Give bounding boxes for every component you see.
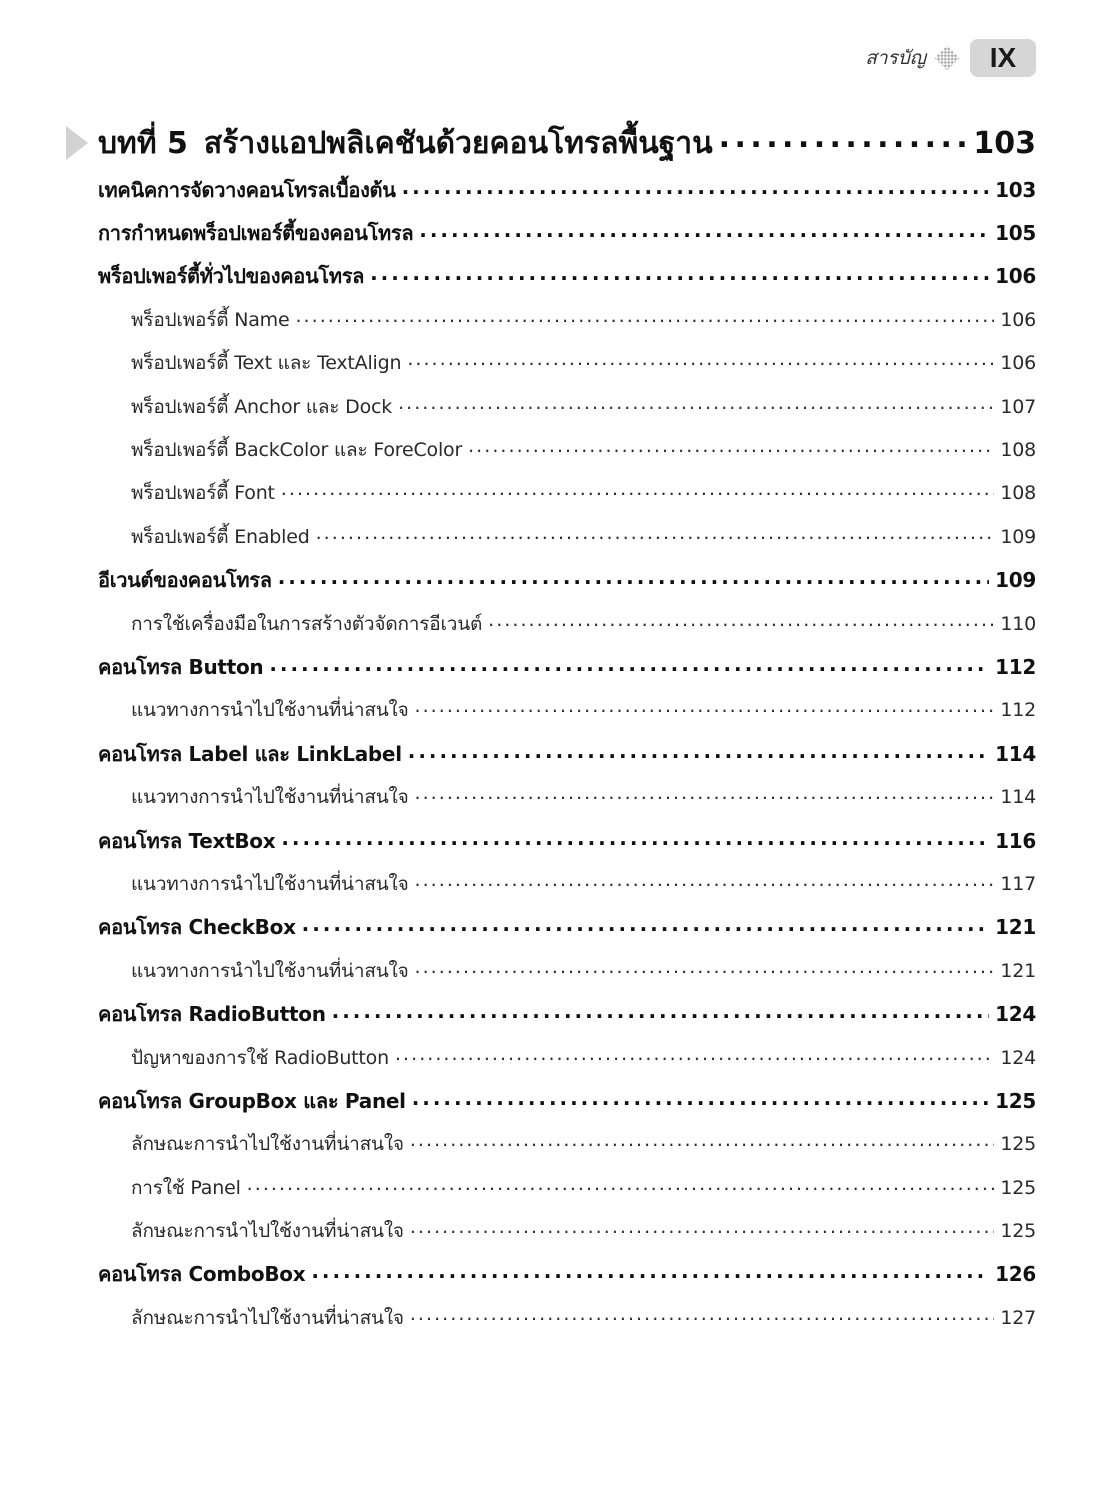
toc-entry-line xyxy=(98,651,1036,683)
toc-section-entry xyxy=(98,906,1036,949)
toc-entry-title: พร็อปเพอร์ตี้ Text และ TextAlign xyxy=(131,352,402,375)
toc-entry-line xyxy=(98,478,1036,508)
toc-entry-line xyxy=(98,305,1036,335)
toc-entry-line xyxy=(98,1043,1036,1073)
toc-entry-title: พร็อปเพอร์ตี้ BackColor และ ForeColor xyxy=(131,439,463,462)
dot-leader xyxy=(316,524,995,543)
toc-entry-title: คอนโทรล Label และ LinkLabel xyxy=(98,741,402,766)
toc-entry-title: คอนโทรล ComboBox xyxy=(98,1262,306,1287)
toc-section-entry xyxy=(98,645,1036,688)
toc-subsection-entry xyxy=(98,862,1036,905)
dot-leader xyxy=(247,1175,995,1194)
toc-entry-title: ลักษณะการนำไปใช้งานที่น่าสนใจ xyxy=(131,1133,404,1156)
toc-entry-title: พร็อปเพอร์ตี้ Name xyxy=(131,308,290,331)
toc-entry-page-number: 106 xyxy=(1000,352,1036,375)
toc-subsection-entry xyxy=(98,1209,1036,1252)
checker-ornament-icon xyxy=(935,46,960,71)
toc-entry-page-number: 112 xyxy=(1000,699,1036,722)
toc-section-entry xyxy=(98,732,1036,775)
toc-entry-page-number: 106 xyxy=(995,264,1036,289)
toc-entry-page-number: 124 xyxy=(995,1002,1036,1027)
toc-entry-page-number: 125 xyxy=(1000,1220,1036,1243)
toc-entry-title: พร็อปเพอร์ตี้ Anchor และ Dock xyxy=(131,395,393,418)
dot-leader xyxy=(311,1261,989,1281)
toc-entry-page-number: 107 xyxy=(1000,395,1036,418)
toc-entry-line xyxy=(98,609,1036,639)
toc-entry-line xyxy=(98,564,1036,596)
toc-entry-page-number: 103 xyxy=(995,177,1036,202)
toc-entry-title: คอนโทรล CheckBox xyxy=(98,915,296,940)
toc-entry-page-number: 121 xyxy=(995,915,1036,940)
toc-entry-line xyxy=(98,348,1036,378)
toc-entry-page-number: 106 xyxy=(1000,308,1036,331)
toc-entry-page-number: 117 xyxy=(1000,872,1036,895)
dot-leader xyxy=(468,437,994,456)
toc-entry-title: คอนโทรล GroupBox และ Panel xyxy=(98,1088,406,1113)
dot-leader xyxy=(332,1001,990,1021)
dot-leader xyxy=(410,1218,994,1237)
chapter-number: บทที่ 5 xyxy=(98,125,188,161)
toc-entry-page-number: 108 xyxy=(1000,439,1036,462)
toc-entry-title: พร็อปเพอร์ตี้ Font xyxy=(131,482,275,505)
toc-entry-title: อีเวนต์ของคอนโทรล xyxy=(98,568,272,593)
dot-leader xyxy=(281,480,995,499)
toc-entry-title: แนวทางการนำไปใช้งานที่น่าสนใจ xyxy=(131,786,409,809)
toc-entry-line xyxy=(98,1258,1036,1290)
dot-leader xyxy=(407,350,994,369)
dot-leader xyxy=(278,567,989,587)
triangle-arrow-icon xyxy=(66,126,88,160)
toc-entry-line xyxy=(98,522,1036,552)
toc-entry-line xyxy=(98,1173,1036,1203)
page-header xyxy=(865,38,1036,78)
toc-entry-page-number: 109 xyxy=(995,568,1036,593)
toc-entry-line xyxy=(98,825,1036,857)
toc-section-entry xyxy=(98,1079,1036,1122)
toc-entry-page-number: 114 xyxy=(995,741,1036,766)
toc-entry-title: ลักษณะการนำไปใช้งานที่น่าสนใจ xyxy=(131,1220,404,1243)
toc-section-entry xyxy=(98,168,1036,211)
section-label: สารบัญ xyxy=(865,47,926,69)
toc-entry-page-number: 125 xyxy=(1000,1176,1036,1199)
toc-entry-line xyxy=(98,174,1036,206)
dot-leader xyxy=(412,1088,989,1108)
toc-subsection-entry xyxy=(98,515,1036,558)
dot-leader xyxy=(269,654,989,674)
toc-section-entry xyxy=(98,211,1036,254)
toc-entry-page-number: 112 xyxy=(995,654,1036,679)
toc-entry-page-number: 121 xyxy=(1000,959,1036,982)
toc-entry-page-number: 125 xyxy=(1000,1133,1036,1156)
chapter-line xyxy=(98,120,1036,167)
toc-entry-line xyxy=(98,392,1036,422)
toc-entry-line xyxy=(98,998,1036,1030)
toc-section-entry xyxy=(98,819,1036,862)
dot-leader xyxy=(408,741,989,761)
toc-entry-title: พร็อปเพอร์ตี้ Enabled xyxy=(131,525,310,548)
toc-subsection-entry xyxy=(98,949,1036,992)
toc-subsection-entry xyxy=(98,689,1036,732)
toc-subsection-entry xyxy=(98,1036,1036,1079)
dot-leader xyxy=(402,177,990,197)
toc-entry-title: เทคนิคการจัดวางคอนโทรลเบื้องต้น xyxy=(98,177,396,202)
toc-entry-page-number: 125 xyxy=(995,1088,1036,1113)
toc-entry-title: คอนโทรล Button xyxy=(98,654,264,679)
chapter-page-number: 103 xyxy=(973,125,1036,161)
dot-leader xyxy=(415,697,995,716)
toc-entry-line xyxy=(98,956,1036,986)
toc-subsection-entry xyxy=(98,385,1036,428)
toc-entry-page-number: 105 xyxy=(995,221,1036,246)
toc-entry-line xyxy=(98,782,1036,812)
toc-section-entry xyxy=(98,1253,1036,1296)
toc-subsection-entry xyxy=(98,298,1036,341)
toc-entry-page-number: 108 xyxy=(1000,482,1036,505)
dot-leader xyxy=(410,1131,994,1150)
toc-entry-page-number: 116 xyxy=(995,828,1036,853)
dot-leader xyxy=(281,828,989,848)
dot-leader xyxy=(295,307,994,326)
toc-entry-title: ลักษณะการนำไปใช้งานที่น่าสนใจ xyxy=(131,1306,404,1329)
toc-subsection-entry xyxy=(98,1123,1036,1166)
toc-entry-page-number: 109 xyxy=(1000,525,1036,548)
toc-subsection-entry xyxy=(98,472,1036,515)
toc-entry-line xyxy=(98,260,1036,292)
toc-subsection-entry xyxy=(98,428,1036,471)
toc-entry-title: แนวทางการนำไปใช้งานที่น่าสนใจ xyxy=(131,959,409,982)
dot-leader xyxy=(415,958,995,977)
toc-entry-title: พร็อปเพอร์ตี้ทั่วไปของคอนโทรล xyxy=(98,264,365,289)
toc-subsection-entry xyxy=(98,342,1036,385)
toc-entry-title: การใช้เครื่องมือในการสร้างตัวจัดการอีเวนต์ xyxy=(131,612,483,635)
toc-entry-line xyxy=(98,1129,1036,1159)
toc-entry-line xyxy=(98,1303,1036,1333)
dot-leader xyxy=(398,394,994,413)
dot-leader xyxy=(415,784,995,803)
toc-section-entry xyxy=(98,992,1036,1035)
toc-entry-line xyxy=(98,1085,1036,1117)
chapter-title: สร้างแอปพลิเคชันด้วยคอนโทรลพื้นฐาน xyxy=(203,125,713,161)
toc-entry-line xyxy=(98,695,1036,725)
chapter-heading xyxy=(66,118,1036,168)
page-number-badge: IX xyxy=(970,39,1036,77)
dot-leader xyxy=(419,220,989,240)
toc-entry-page-number: 110 xyxy=(1000,612,1036,635)
dot-leader xyxy=(488,611,994,630)
toc-entry-title: ปัญหาของการใช้ RadioButton xyxy=(131,1046,389,1069)
dot-leader xyxy=(410,1305,994,1324)
toc-entry-line xyxy=(98,217,1036,249)
dot-leader xyxy=(719,123,966,153)
dot-leader xyxy=(415,871,995,890)
dot-leader xyxy=(370,263,989,283)
toc-section-entry xyxy=(98,255,1036,298)
toc-subsection-entry xyxy=(98,602,1036,645)
toc-entry-title: การกำหนดพร็อปเพอร์ตี้ของคอนโทรล xyxy=(98,221,414,246)
toc-section-entry xyxy=(98,559,1036,602)
toc-entry-title: คอนโทรล RadioButton xyxy=(98,1002,326,1027)
toc-subsection-entry xyxy=(98,775,1036,818)
toc-entry-page-number: 127 xyxy=(1000,1306,1036,1329)
toc-entry-line xyxy=(98,1216,1036,1246)
toc-entry-line xyxy=(98,738,1036,770)
toc-entry-title: แนวทางการนำไปใช้งานที่น่าสนใจ xyxy=(131,699,409,722)
toc-entry-page-number: 124 xyxy=(1000,1046,1036,1069)
toc-entry-page-number: 126 xyxy=(995,1262,1036,1287)
toc-subsection-entry xyxy=(98,1296,1036,1339)
table-of-contents xyxy=(98,168,1036,1340)
toc-entry-line xyxy=(98,869,1036,899)
toc-entry-title: การใช้ Panel xyxy=(131,1176,241,1199)
dot-leader xyxy=(395,1045,994,1064)
toc-entry-line xyxy=(98,911,1036,943)
toc-entry-title: คอนโทรล TextBox xyxy=(98,828,276,853)
toc-entry-page-number: 114 xyxy=(1000,786,1036,809)
toc-entry-title: แนวทางการนำไปใช้งานที่น่าสนใจ xyxy=(131,872,409,895)
toc-entry-line xyxy=(98,435,1036,465)
toc-subsection-entry xyxy=(98,1166,1036,1209)
dot-leader xyxy=(302,914,989,934)
